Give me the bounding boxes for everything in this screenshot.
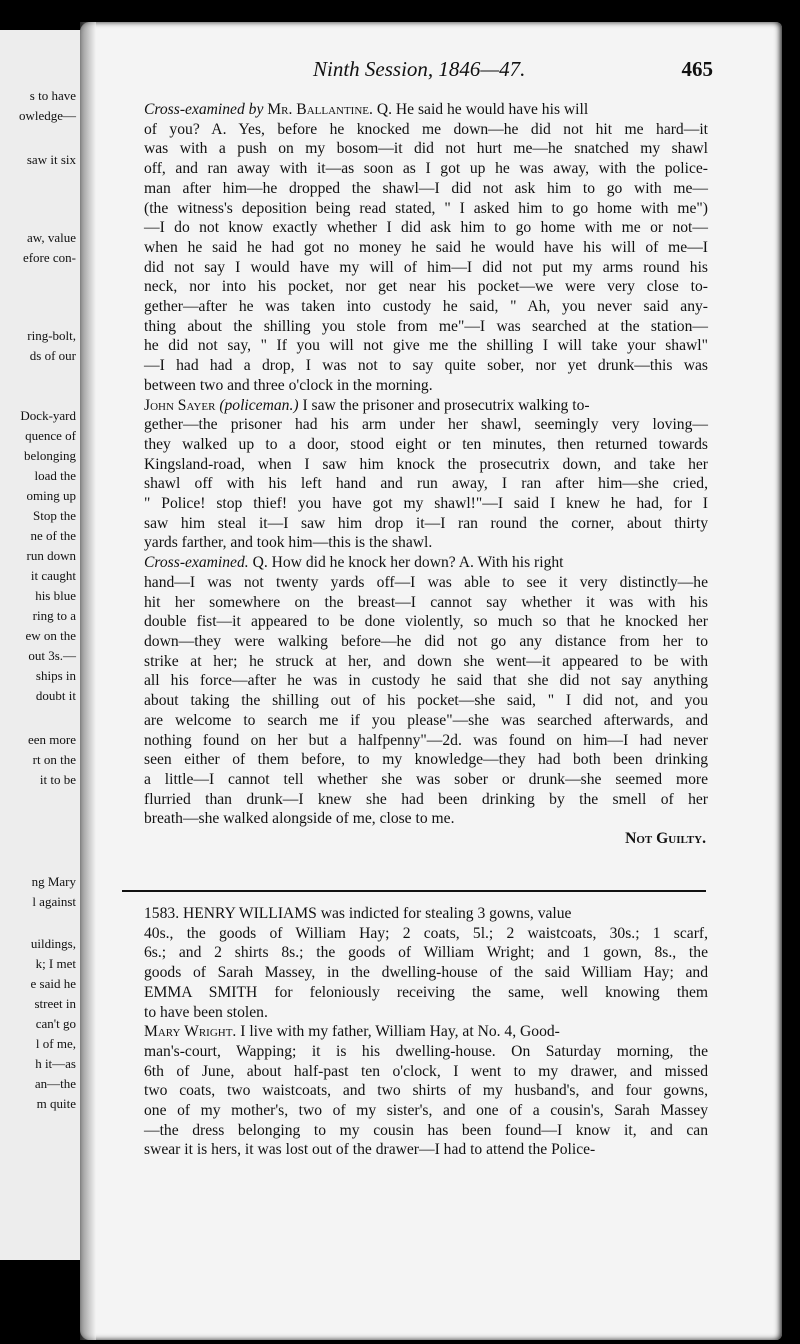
facing-page-line: ring-bolt, bbox=[27, 328, 76, 343]
text-line: shawl off with his left hand and run away, I ran after him—she cried, bbox=[144, 475, 708, 493]
text-line: (the witness's deposition being read stated, " I asked him to go home with me") bbox=[144, 199, 708, 217]
text-line: hit her somewhere on the breast—I cannot say whether it was with his bbox=[144, 593, 708, 611]
text-line: —I do not know exactly whether I did ask him to go home with me or not— bbox=[144, 219, 708, 237]
text-line: all his force—after he was in custody he said that she did not say anything bbox=[144, 672, 708, 690]
text-line: Q. How did he knock her down? A. With his right bbox=[248, 554, 564, 572]
facing-page-line: load the bbox=[34, 468, 76, 483]
facing-page-line: s to have bbox=[29, 88, 76, 103]
facing-page-line: quence of bbox=[25, 428, 76, 443]
facing-page-line: oming up bbox=[26, 488, 76, 503]
text-line: to have been stolen. bbox=[144, 1003, 268, 1021]
facing-page-line: uildings, bbox=[30, 936, 76, 951]
facing-page-line: can't go bbox=[35, 1016, 76, 1031]
facing-page-line: ew on the bbox=[25, 628, 76, 643]
facing-page-fragment bbox=[0, 30, 83, 1260]
text-line: gether—the prisoner had his arm under her shawl, seemingly very loving— bbox=[144, 416, 708, 434]
text-line: swear it is hers, it was lost out of the drawer—I had to attend the Police- bbox=[144, 1141, 596, 1159]
text-line: when he said he had got no money he said he would have his will of me—I bbox=[144, 238, 708, 256]
text-line: man after him—he dropped the shawl—I did not ask him to go with me— bbox=[144, 179, 708, 197]
facing-page-line: out 3s.— bbox=[28, 648, 76, 663]
text-line: strike at her; he struck at her, and down she went—it appeared to be with bbox=[144, 652, 708, 670]
facing-page-line: it caught bbox=[30, 568, 76, 583]
facing-page-line: ships in bbox=[35, 668, 76, 683]
facing-page-line: it to be bbox=[39, 772, 76, 787]
text-line: yards farther, and took him—this is the shawl. bbox=[144, 534, 433, 552]
text-line: Kingsland-road, when I saw him knock the prosecutrix down, and take her bbox=[144, 455, 708, 473]
text-line: double fist—it appeared to be done violently, so much so that he knocked her bbox=[144, 613, 708, 631]
page-number: 465 bbox=[681, 57, 713, 81]
facing-page-line: ne of the bbox=[30, 528, 76, 543]
text-line: —the dress belonging to my cousin has been found—I know it, and can bbox=[144, 1121, 708, 1139]
counsel-name: Mr. Ballantine. bbox=[267, 101, 373, 118]
wright-testimony bbox=[124, 1022, 708, 1160]
facing-page-line: l of me, bbox=[35, 1036, 76, 1051]
text-line: thing about the shilling you stole from me"—I was searched at the station— bbox=[144, 317, 708, 335]
facing-page-line: ring to a bbox=[32, 608, 76, 623]
cross-examination-ballantine bbox=[124, 100, 708, 396]
facing-page-line: ng Mary bbox=[31, 874, 76, 889]
text-line: they walked up to a door, stood eight or ten minutes, then returned towards bbox=[144, 435, 708, 453]
text-line: off, and ran away with it—as soon as I got up he was away, with the police- bbox=[144, 160, 708, 178]
scan-border bbox=[782, 0, 800, 1344]
text-line: 6th of June, about half-past ten o'clock, I went to my drawer, and missed bbox=[144, 1062, 708, 1080]
text-line: " Police! stop thief! you have got my shawl!"—I said I knew he had, for I bbox=[144, 495, 708, 513]
facing-page-line: ds of our bbox=[29, 348, 76, 363]
witness-role: (policeman.) bbox=[219, 396, 299, 414]
text-line: did not say I would have my will of him—I did not put my arms round his bbox=[144, 258, 708, 276]
text-line: two coats, two waistcoats, and two shirts of my husband's, and four gowns, bbox=[144, 1082, 708, 1100]
text-line: saw him steal it—I saw him drop it—I ran round the corner, about thirty bbox=[144, 514, 708, 532]
case-1583-text bbox=[124, 904, 708, 1160]
gutter-shadow bbox=[80, 22, 96, 1340]
facing-page-line: an—the bbox=[34, 1076, 76, 1091]
text-line: goods of Sarah Massey, in the dwelling-house of the said William Hay; and bbox=[144, 964, 708, 982]
text-line: between two and three o'clock in the morning. bbox=[144, 376, 433, 394]
facing-page-line: belonging bbox=[24, 448, 76, 463]
facing-page-line: Dock-yard bbox=[20, 408, 76, 423]
text-line: I live with my father, William Hay, at No. 4, Good- bbox=[236, 1023, 560, 1041]
facing-page-line: k; I met bbox=[35, 956, 76, 971]
facing-page-line: doubt it bbox=[35, 688, 76, 703]
facing-page-line: Stop the bbox=[33, 508, 76, 523]
text-line: —I had had a drop, I was not to say quite sober, nor yet drunk—this was bbox=[144, 357, 708, 375]
text-line: about taking the shilling out of his pocket—she said, " I did not, and you bbox=[144, 692, 708, 710]
cross-examined-label: Cross-examined by bbox=[144, 101, 264, 118]
facing-page-line: owledge— bbox=[18, 108, 76, 123]
text-line: seen either of them before, to my knowledge—they had both been drinking bbox=[144, 751, 708, 769]
text-line: 6s.; and 2 shirts 8s.; the goods of William Wright; and 1 gown, 8s., the bbox=[144, 944, 708, 962]
text-line: hand—I was not twenty yards off—I was able to see it very distinctly—he bbox=[144, 573, 708, 591]
facing-page-line: efore con- bbox=[22, 250, 76, 265]
witness-name-wright: Mary Wright. bbox=[144, 1023, 237, 1041]
text-line: a little—I cannot tell whether she was sober or drunk—she seemed more bbox=[144, 770, 708, 788]
session-title: Ninth Session, 1846—47. bbox=[313, 57, 526, 81]
text-line: neck, nor into his pocket, nor get near his pocket—we were very close to- bbox=[144, 278, 708, 296]
text-line: breath—she walked alongside of me, close to me. bbox=[144, 810, 455, 828]
text-line: 1583. HENRY WILLIAMS was indicted for stealing 3 gowns, value bbox=[144, 905, 572, 922]
indictment bbox=[124, 904, 708, 1022]
text-line: are welcome to search me if you please"—she was searched afterwards, and bbox=[144, 711, 708, 729]
witness-name: John Sayer bbox=[144, 396, 216, 414]
text-line: Q. He said he would have his will bbox=[372, 101, 589, 118]
facing-page-line: een more bbox=[27, 732, 76, 747]
case-separator-rule bbox=[122, 890, 706, 892]
cross-examined-label-2: Cross-examined. bbox=[144, 554, 249, 572]
text-line: was with a push on my bosom—it did not hurt me—he snatched my shawl bbox=[144, 140, 708, 158]
text-line: EMMA SMITH for feloniously receiving the same, well knowing them bbox=[144, 983, 708, 1001]
text-line: one of my mother's, two of my sister's, and one of a cousin's, Sarah Massey bbox=[144, 1102, 708, 1120]
facing-page-line: h it—as bbox=[35, 1056, 76, 1071]
text-line: man's-court, Wapping; it is his dwelling-house. On Saturday morning, the bbox=[144, 1042, 708, 1060]
text-line: of you? A. Yes, before he knocked me down—he did not hit me hard—it bbox=[144, 120, 708, 138]
facing-page-line: m quite bbox=[36, 1096, 76, 1111]
text-line: I saw the prisoner and prosecutrix walking to- bbox=[298, 396, 590, 414]
facing-page-line: his blue bbox=[35, 588, 76, 603]
verdict: Not Guilty. bbox=[625, 830, 706, 848]
testimony-text bbox=[124, 100, 708, 849]
facing-page-line: rt on the bbox=[32, 752, 76, 767]
text-line: flurried than drunk—I knew she had been drinking by the smell of her bbox=[144, 790, 708, 808]
running-header bbox=[313, 57, 713, 87]
text-line: down—they were walking before—he did not go any distance from her to bbox=[144, 632, 708, 650]
text-line: nothing found on her but a halfpenny"—2d. was found on him—I had never bbox=[144, 731, 708, 749]
facing-page-line: e said he bbox=[30, 976, 76, 991]
text-line: 40s., the goods of William Hay; 2 coats, 5l.; 2 waistcoats, 30s.; 1 scarf, bbox=[144, 924, 708, 942]
facing-page-line: l against bbox=[32, 894, 76, 909]
text-line: he did not say, " If you will not give me the shilling I will take your shawl" bbox=[144, 337, 708, 355]
text-line: gether—after he was taken into custody he said, " Ah, you never said any- bbox=[144, 298, 708, 316]
facing-page-line: saw it six bbox=[26, 152, 76, 167]
facing-page-line: run down bbox=[26, 548, 76, 563]
facing-page-line: aw, value bbox=[27, 230, 76, 245]
cross-examination-sayer bbox=[124, 553, 708, 829]
facing-page-line: street in bbox=[34, 996, 76, 1011]
sayer-testimony bbox=[124, 396, 708, 554]
